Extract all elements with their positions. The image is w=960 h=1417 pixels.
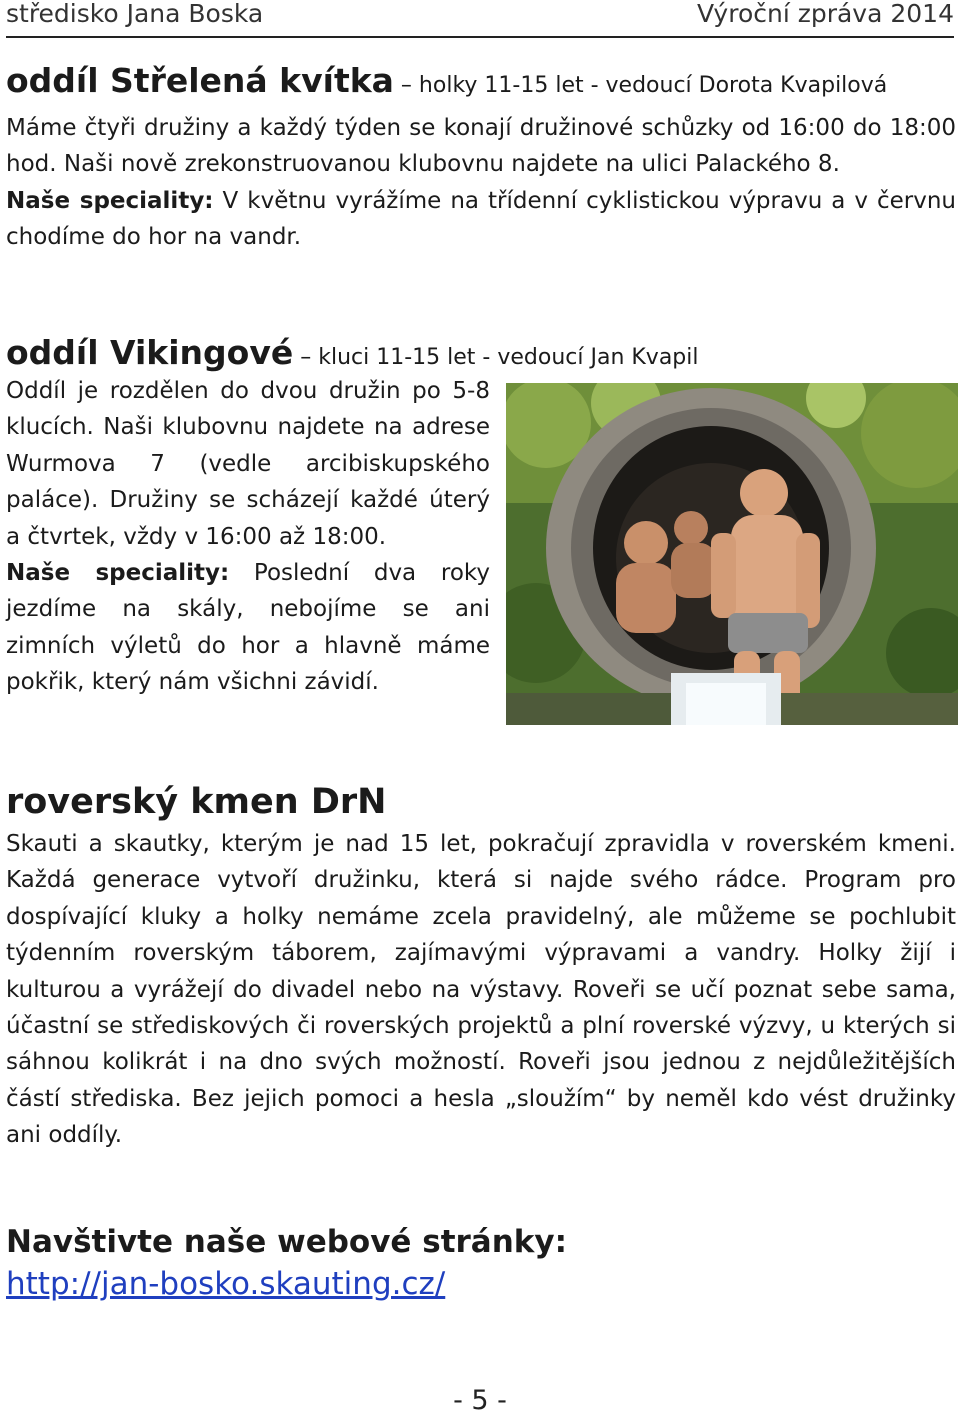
section-heading — [6, 58, 956, 110]
page-header — [6, 0, 954, 38]
header-report-title: Výroční zpráva 2014 — [696, 0, 954, 28]
section-subtitle: – kluci 11-15 let - vedoucí Jan Kvapil — [293, 345, 699, 370]
section-strelena-kvitka — [6, 58, 956, 256]
website-heading: Navštivte naše webové stránky: — [6, 1224, 568, 1260]
section-title: roverský kmen DrN — [6, 782, 387, 822]
photo-scouts-in-tunnel — [506, 383, 958, 725]
specialities-label: Naše speciality: — [6, 560, 230, 587]
website-section — [6, 1222, 956, 1306]
header-organization: středisko Jana Boska — [6, 0, 264, 28]
section-roversky-kmen — [6, 780, 956, 1154]
photo-illustration — [506, 383, 958, 725]
website-link[interactable]: http://jan-bosko.skauting.cz/ — [6, 1266, 446, 1302]
page-number: - 5 - — [453, 1385, 507, 1416]
vikingove-text-column — [6, 373, 490, 701]
section-description — [6, 110, 956, 256]
section-description — [6, 373, 490, 701]
section-title: oddíl Vikingové — [6, 333, 294, 372]
section-title: oddíl Střelená kvítka — [6, 61, 394, 100]
specialities-text: V květnu vyrážíme na třídenní cyklistickou výpravu a v červnu chodíme do hor na vandr. — [6, 187, 957, 251]
specialities-text: Poslední dva roky jezdíme na skály, nebojíme se ani zimních výletů do hor a hlavně máme pokřik, který nám všichni závidí. — [6, 560, 490, 696]
section-description: Skauti a skautky, kterým je nad 15 let, pokračují zpravidla v roverském kmeni. Každá generace vytvoří družinku, která si najde svého rádce. Program pro dospívající kluky a holky nemáme zcela pravidelný, ale můžeme se pochlubit týdenním roverským táborem, zajímavými výpravami a vandry. Holky žijí i kulturou a vyrážejí do divadel nebo na výstavy. Roveři se učí poznat sebe sama, účastní se střediskových či roverských projektů a plní roverské výzvy, u kterých si sáhnou kolikrát i na dno svých možností. Roveři jsou jednou z nejdůležitějších částí střediska. Bez jejich pomoci a hesla „sloužím“ by neměl kdo vést družinky ani oddíly. — [6, 831, 956, 1149]
section-text: Máme čtyři družiny a každý týden se konají družinové schůzky od 16:00 do 18:00 hod. Naši nově zrekonstruovanou klubovnu najdete na ulici Palackého 8. — [6, 115, 956, 178]
section-text: Oddíl je rozdělen do dvou družin po 5-8 klucích. Naši klubovnu najdete na adrese Wurmova 7 (vedle arcibiskupského paláce). Družiny se scházejí každé úterý a čtvrtek, vždy v 16:00 až 18:00. — [6, 378, 490, 550]
specialities-label: Naše speciality: — [6, 187, 214, 214]
section-subtitle: – holky 11-15 let - vedoucí Dorota Kvapilová — [393, 73, 888, 98]
